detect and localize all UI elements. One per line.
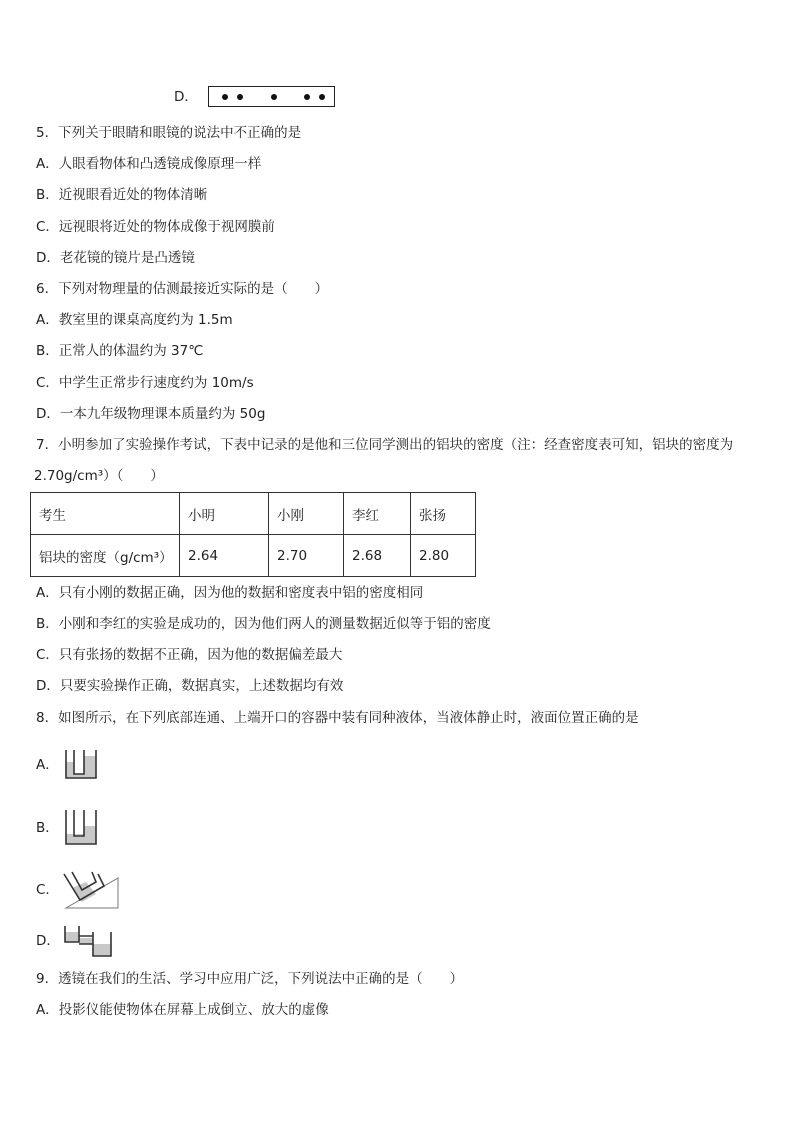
q6-stem: 6．下列对物理量的估测最接近实际的是（ ）: [36, 281, 329, 297]
q8-option-b-label: B．: [36, 820, 59, 836]
table-cell: 2.68: [344, 535, 411, 577]
q9-stem: 9．透镜在我们的生活、学习中应用广泛，下列说法中正确的是（ ）: [36, 971, 464, 987]
table-cell: 2.70: [269, 535, 344, 577]
q5-option-a: A．人眼看物体和凸透镜成像原理一样: [36, 156, 262, 172]
dot: [237, 94, 243, 100]
q7-option-b: B．小刚和李红的实验是成功的，因为他们两人的测量数据近似等于铝的密度: [36, 616, 491, 632]
table-cell: 李红: [344, 493, 411, 535]
q7-option-d: D．只要实验操作正确，数据真实，上述数据均有效: [36, 678, 344, 694]
table-cell: 小明: [180, 493, 269, 535]
q4-option-d-dot-figure: [208, 86, 335, 107]
dot: [271, 94, 277, 100]
q7-stem-line2: 2.70g/cm³）（ ）: [34, 468, 164, 484]
table-cell: 铝块的密度（g/cm³）: [31, 535, 180, 577]
q6-option-d: D．一本九年级物理课本质量约为 50g: [36, 406, 266, 422]
q8-stem: 8．如图所示，在下列底部连通、上端开口的容器中装有同种液体，当液体静止时，液面位置正确的是: [36, 710, 639, 726]
q7-option-a: A．只有小刚的数据正确，因为他的数据和密度表中铝的密度相同: [36, 585, 424, 601]
q8-option-a-label: A．: [36, 757, 59, 773]
table-cell: 2.80: [411, 535, 476, 577]
q8-option-d-label: D．: [36, 933, 60, 949]
q9-option-a: A．投影仪能使物体在屏幕上成倒立、放大的虚像: [36, 1002, 329, 1018]
q8-option-c-label: C．: [36, 882, 59, 898]
q8-option-d-figure: [62, 924, 116, 960]
table-header-row: [31, 493, 476, 535]
q6-option-a: A．教室里的课桌高度约为 1.5m: [36, 312, 233, 328]
q7-option-c: C．只有张扬的数据不正确，因为他的数据偏差最大: [36, 647, 343, 663]
q8-option-c-figure: [62, 866, 120, 910]
q6-option-c: C．中学生正常步行速度约为 10m/s: [36, 375, 254, 391]
table-cell: 小刚: [269, 493, 344, 535]
q5-option-d: D．老花镜的镜片是凸透镜: [36, 250, 195, 266]
q5-stem: 5．下列关于眼睛和眼镜的说法中不正确的是: [36, 125, 302, 141]
table-cell: 2.64: [180, 535, 269, 577]
density-table: [30, 492, 476, 577]
q5-option-c: C．远视眼将近处的物体成像于视网膜前: [36, 219, 275, 235]
table-cell: 张扬: [411, 493, 476, 535]
q8-option-a-figure: [62, 748, 102, 782]
q6-option-b: B．正常人的体温约为 37℃: [36, 343, 204, 359]
q5-option-b: B．近视眼看近处的物体清晰: [36, 187, 208, 203]
table-cell: 考生: [31, 493, 180, 535]
dot: [319, 94, 325, 100]
q8-option-b-figure: [62, 808, 102, 848]
dot: [304, 94, 310, 100]
dot: [222, 94, 228, 100]
q4-option-d-label: D．: [174, 89, 198, 105]
q7-stem-line1: 7．小明参加了实验操作考试，下表中记录的是他和三位同学测出的铝块的密度（注：经查密度表可知，铝块的密度为: [36, 437, 734, 453]
table-row: [31, 535, 476, 577]
